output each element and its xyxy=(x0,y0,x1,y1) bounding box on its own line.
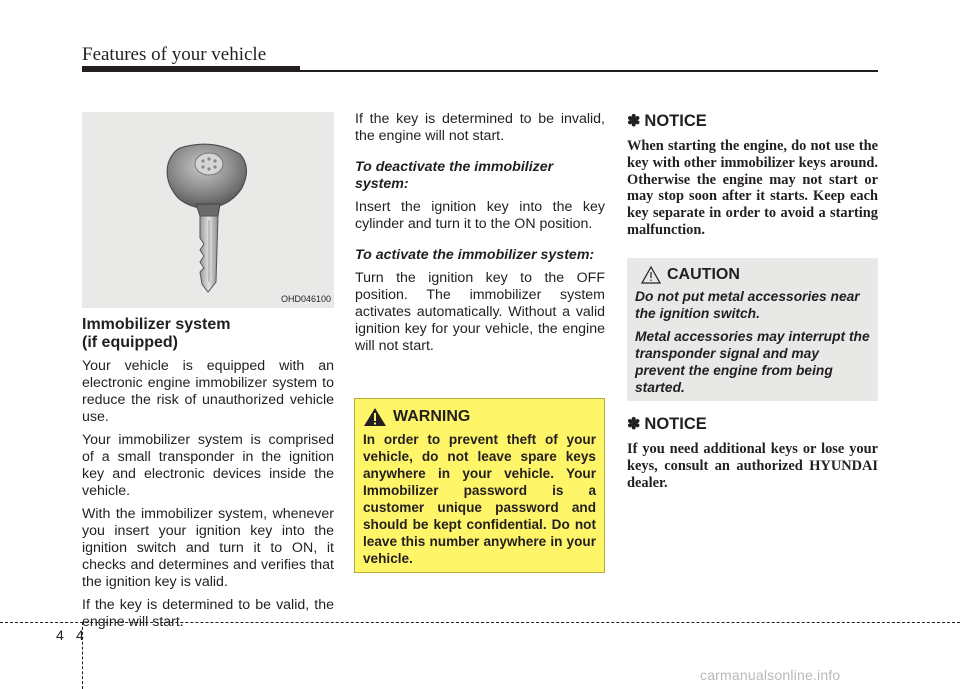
notice-label: NOTICE xyxy=(644,414,707,433)
column-middle xyxy=(355,111,605,361)
footer-divider xyxy=(0,622,960,623)
page-section: 4 xyxy=(56,627,64,643)
warning-box xyxy=(354,398,605,573)
notice-text: When starting the engine, do not use the key with other immobilizer keys around. Otherwise the engine may not start or may stop soon after it starts. Keep each key separate in order to avoid a starting malfunction. xyxy=(627,138,878,238)
page-number xyxy=(56,627,96,643)
notice-label: NOTICE xyxy=(644,111,707,130)
watermark: carmanualsonline.info xyxy=(700,667,841,683)
notice-additional-keys xyxy=(627,414,878,491)
caution-paragraph: Metal accessories may interrupt the transponder signal and may prevent the engine from being started. xyxy=(635,329,870,395)
caution-paragraph: Do not put metal accessories near the ignition switch. xyxy=(635,289,860,321)
notice-star-icon: ✽ xyxy=(627,113,641,130)
page-header-title: Features of your vehicle xyxy=(82,44,267,65)
caution-text xyxy=(635,288,870,396)
notice-starting xyxy=(627,111,878,239)
paragraph: Your immobilizer system is comprised of a small transponder in the ignition key and electronic devices inside the vehicle. xyxy=(82,432,334,499)
page-index: 4 xyxy=(76,627,84,643)
caution-header xyxy=(635,266,870,284)
paragraph: With the immobilizer system, whenever you insert your ignition key into the ignition switch and turn it to ON, it checks and determines and verifies that the ignition key is valid. xyxy=(82,506,334,590)
warning-triangle-icon xyxy=(363,407,387,427)
warning-text: In order to prevent theft of your vehicle, do not leave spare keys anywhere in your vehicle. Your Immobilizer password is a customer unique password and should be kept confidential. Do not leave this number anywhere in your vehicle. xyxy=(363,432,596,566)
caution-label: CAUTION xyxy=(667,266,740,283)
section-title xyxy=(82,316,334,352)
paragraph: If the key is determined to be invalid, the engine will not start. xyxy=(355,111,605,144)
caution-box xyxy=(627,258,878,401)
car-key-icon xyxy=(82,112,334,308)
caution-triangle-icon xyxy=(641,266,661,284)
header-bar xyxy=(82,66,300,72)
section-title-line2: (if equipped) xyxy=(82,334,178,351)
notice-text: If you need additional keys or lose your keys, consult an authorized HYUNDAI dealer. xyxy=(627,441,878,491)
paragraph: Your vehicle is equipped with an electronic engine immobilizer system to reduce the risk of unauthorized vehicle use. xyxy=(82,358,334,425)
key-illustration xyxy=(82,112,334,308)
figure-code: OHD046100 xyxy=(280,294,331,304)
header-line xyxy=(300,70,878,72)
notice-header xyxy=(627,111,878,131)
notice-star-icon: ✽ xyxy=(627,416,641,433)
deactivate-title: To deactivate the immobilizer system: xyxy=(355,159,554,192)
warning-header xyxy=(363,407,596,427)
paragraph: If the key is determined to be valid, the engine will start. xyxy=(82,597,334,630)
column-left xyxy=(82,316,334,637)
warning-label: WARNING xyxy=(393,408,471,425)
activate-title: To activate the immobilizer system: xyxy=(355,247,595,263)
notice-header xyxy=(627,414,878,434)
paragraph: Turn the ignition key to the OFF position. The immobilizer system activates automatically. Without a valid ignition key for your vehicle, the engine will not start. xyxy=(355,270,605,354)
paragraph: Insert the ignition key into the key cylinder and turn it to the ON position. xyxy=(355,199,605,232)
section-title-line1: Immobilizer system xyxy=(82,316,231,333)
